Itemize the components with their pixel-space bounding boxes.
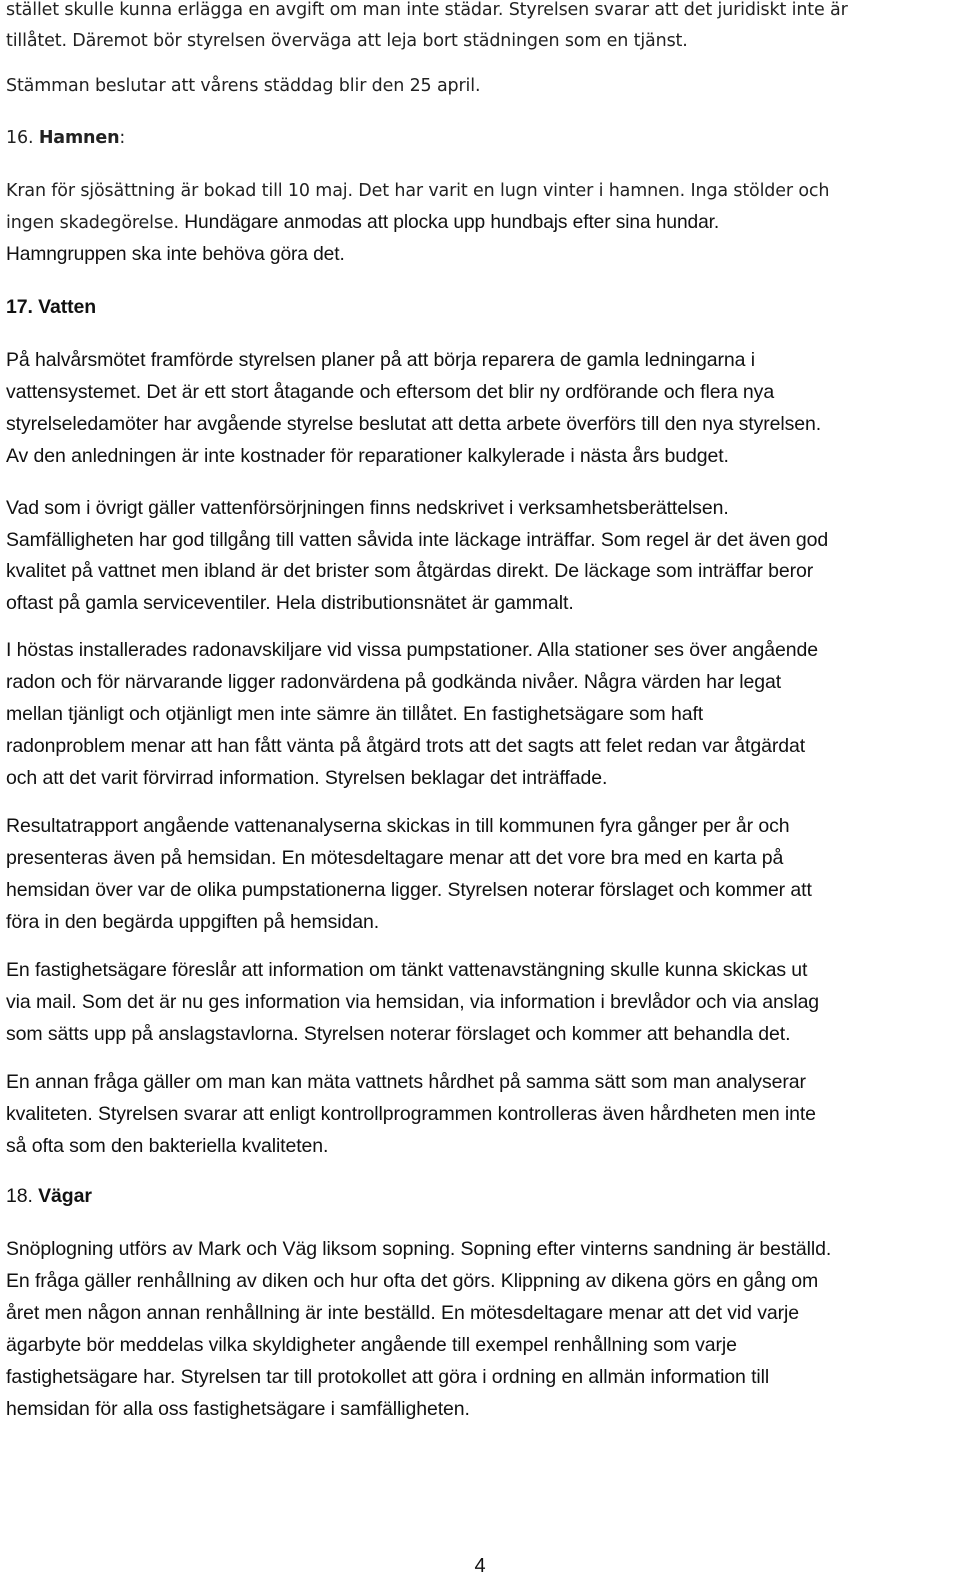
section-16-line-2a: ingen skadegörelse. <box>6 213 185 233</box>
s17-p5-line-2: via mail. Som det är nu ges information via hemsidan, via information i brevlådor och via anslag <box>6 991 820 1013</box>
page-number: 4 <box>474 1555 486 1577</box>
section-16-line-3: Hamngruppen ska inte behöva göra det. <box>6 244 345 265</box>
s17-p4-line-4: föra in den begärda uppgiften på hemsidan. <box>6 911 380 933</box>
s17-p4-line-1: Resultatrapport angående vattenanalyserna skickas in till kommunen fyra gånger per år och <box>6 815 790 837</box>
section-16-line-2 <box>6 212 719 234</box>
section-16-line-2b: Hundägare anmodas att plocka upp hundbajs efter sina hundar. <box>184 212 720 233</box>
section-16-line-1: Kran för sjösättning är bokad till 10 maj. Det har varit en lugn vinter i hamnen. Inga stölder och <box>6 181 830 201</box>
s17-p1-line-3: styrelseledamöter har avgående styrelse beslutat att detta arbete överförs till den nya styrelsen. <box>6 413 822 435</box>
s17-p6-line-2: kvaliteten. Styrelsen svarar att enligt kontrollprogrammen kontrolleras även hårdheten men inte <box>6 1103 816 1125</box>
intro-line-3: Stämman beslutar att vårens städdag blir den 25 april. <box>6 76 481 96</box>
s18-p1-line-4: ägarbyte bör meddelas vilka skyldigheter angående till exempel renhållning som varje <box>6 1334 737 1356</box>
section-16-title: Hamnen <box>38 128 120 148</box>
s17-p3-line-2: radon och för närvarande ligger radonvärdena på godkända nivåer. Några värden har legat <box>6 671 782 693</box>
s17-p2-line-1: Vad som i övrigt gäller vattenförsörjningen finns nedskrivet i verksamhetsberättelsen. <box>6 497 729 519</box>
section-18-title: Vägar <box>38 1185 92 1207</box>
s18-p1-line-6: hemsidan för alla oss fastighetsägare i samfälligheten. <box>6 1398 470 1420</box>
section-16-number: 16. <box>6 128 34 148</box>
s17-p3-line-3: mellan tjänligt och otjänligt men inte sämre än tillåtet. En fastighetsägare som haft <box>6 703 704 725</box>
s17-p1-line-2: vattensystemet. Det är ett stort åtagande och eftersom det blir ny ordförande och flera nya <box>6 381 775 403</box>
s17-p3-line-5: och att det varit förvirrad information. Styrelsen beklagar det inträffade. <box>6 767 608 789</box>
section-16-colon: : <box>119 128 126 148</box>
s18-p1-line-5: fastighetsägare har. Styrelsen tar till protokollet att göra i ordning en allmän information till <box>6 1366 770 1388</box>
s17-p4-line-2: presenteras även på hemsidan. En mötesdeltagare menar att det vore bra med en karta på <box>6 847 784 869</box>
s18-p1-line-3: året men någon annan renhållning är inte beställd. En mötesdeltagare menar att det vid varje <box>6 1302 799 1324</box>
s17-p6-line-1: En annan fråga gäller om man kan mäta vattnets hårdhet på samma sätt som man analyserar <box>6 1071 806 1093</box>
section-16-heading <box>6 128 125 148</box>
intro-line-2: tillåtet. Däremot bör styrelsen överväga att leja bort städningen som en tjänst. <box>6 31 688 51</box>
section-18-heading <box>6 1185 92 1208</box>
s17-p5-line-3: som sätts upp på anslagstavlorna. Styrelsen noterar förslaget och kommer att behandla det. <box>6 1023 791 1045</box>
s17-p2-line-3: kvalitet på vattnet men ibland är det brister som åtgärdas direkt. De läckage som inträffar beror <box>6 560 814 582</box>
s17-p6-line-3: så ofta som den bakteriella kvaliteten. <box>6 1135 329 1157</box>
intro-line-1: stället skulle kunna erlägga en avgift om man inte städar. Styrelsen svarar att det juridiskt inte är <box>6 0 848 20</box>
s18-p1-line-2: En fråga gäller renhållning av diken och hur ofta det görs. Klippning av dikena görs en gång om <box>6 1270 819 1292</box>
s17-p2-line-2: Samfälligheten har god tillgång till vatten såvida inte läckage inträffar. Som regel är det även god <box>6 529 829 551</box>
s18-p1-line-1: Snöplogning utförs av Mark och Väg liksom sopning. Sopning efter vinterns sandning är beställd. <box>6 1238 832 1260</box>
s17-p3-line-1: I höstas installerades radonavskiljare vid vissa pumpstationer. Alla stationer ses över angående <box>6 639 819 661</box>
section-17-heading: 17. Vatten <box>6 296 97 318</box>
s17-p2-line-4: oftast på gamla serviceventiler. Hela distributionsnätet är gammalt. <box>6 592 574 614</box>
s17-p1-line-4: Av den anledningen är inte kostnader för reparationer kalkylerade i nästa års budget. <box>6 445 729 467</box>
s17-p1-line-1: På halvårsmötet framförde styrelsen planer på att börja reparera de gamla ledningarna i <box>6 349 755 371</box>
s17-p3-line-4: radonproblem menar att han fått vänta på åtgärd trots att det sagts att felet redan var åtgärdat <box>6 735 806 757</box>
section-18-number: 18. <box>6 1185 33 1207</box>
s17-p4-line-3: hemsidan över var de olika pumpstationerna ligger. Styrelsen noterar förslaget och kommer att <box>6 879 812 901</box>
s17-p5-line-1: En fastighetsägare föreslår att information om tänkt vattenavstängning skulle kunna skickas ut <box>6 959 808 981</box>
